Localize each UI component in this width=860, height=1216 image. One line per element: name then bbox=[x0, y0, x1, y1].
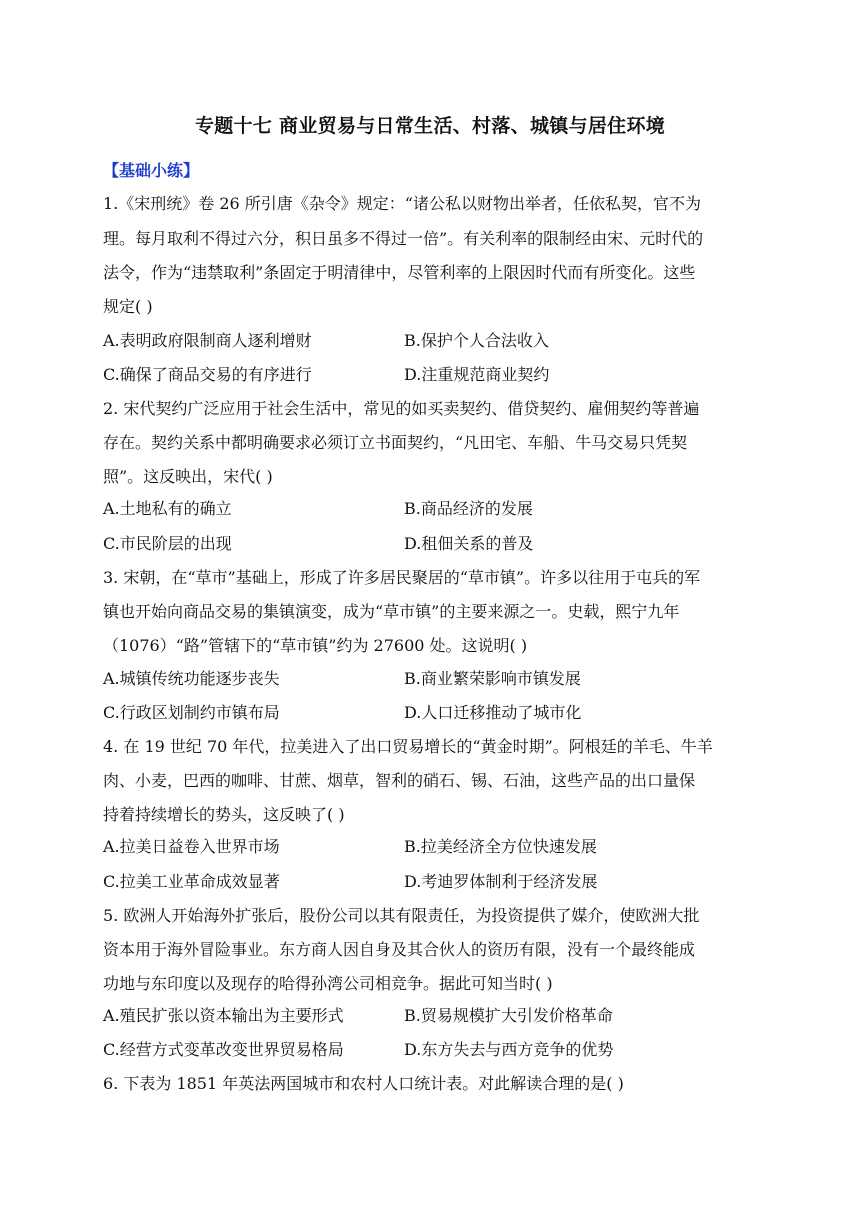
question-5-option-d[interactable]: D.东方失去与西方竞争的优势 bbox=[404, 1040, 614, 1059]
question-5-option-c[interactable]: C.经营方式变革改变世界贸易格局 bbox=[103, 1040, 344, 1059]
question-2-option-c[interactable]: C.市民阶层的出现 bbox=[103, 534, 232, 553]
question-3-line-1: 3. 宋朝，在“草市”基础上，形成了许多居民聚居的“草市镇”。许多以往用于屯兵的军 bbox=[103, 568, 701, 587]
question-1-option-d[interactable]: D.注重规范商业契约 bbox=[404, 365, 550, 384]
question-5-line-1: 5. 欧洲人开始海外扩张后，股份公司以其有限责任，为投资提供了媒介，使欧洲大批 bbox=[103, 906, 700, 925]
question-1-option-b[interactable]: B.保护个人合法收入 bbox=[404, 331, 549, 350]
question-4-option-d[interactable]: D.考迪罗体制利于经济发展 bbox=[404, 872, 598, 891]
question-2-option-b[interactable]: B.商品经济的发展 bbox=[404, 499, 533, 518]
question-1-option-a[interactable]: A.表明政府限制商人逐利增财 bbox=[103, 331, 312, 350]
question-1-line-1: 1.《宋刑统》卷 26 所引唐《杂令》规定：“诸公私以财物出举者，任依私契，官不为 bbox=[103, 194, 701, 213]
question-3-line-3: （1076）“路”管辖下的“草市镇”约为 27600 处。这说明( ) bbox=[103, 636, 528, 655]
question-3-option-d[interactable]: D.人口迁移推动了城市化 bbox=[404, 703, 582, 722]
document-title: 专题十七 商业贸易与日常生活、村落、城镇与居住环境 bbox=[194, 115, 666, 137]
question-4-line-1: 4. 在 19 世纪 70 年代，拉美进入了出口贸易增长的“黄金时期”。阿根廷的羊毛、牛羊 bbox=[103, 737, 713, 756]
question-4-option-c[interactable]: C.拉美工业革命成效显著 bbox=[103, 872, 280, 891]
question-1-line-3: 法令，作为“违禁取利”条固定于明清律中，尽管利率的上限因时代而有所变化。这些 bbox=[103, 263, 696, 282]
question-1-option-c[interactable]: C.确保了商品交易的有序进行 bbox=[103, 365, 312, 384]
question-5-option-a[interactable]: A.殖民扩张以资本输出为主要形式 bbox=[103, 1006, 344, 1025]
question-4-line-3: 持着持续增长的势头，这反映了( ) bbox=[103, 805, 345, 824]
question-5-line-3: 功地与东印度以及现存的哈得孙湾公司相竞争。据此可知当时( ) bbox=[103, 974, 553, 993]
question-2-option-a[interactable]: A.土地私有的确立 bbox=[103, 499, 232, 518]
question-3-option-b[interactable]: B.商业繁荣影响市镇发展 bbox=[404, 669, 581, 688]
question-2-line-2: 存在。契约关系中都明确要求必须订立书面契约，“凡田宅、车船、牛马交易只凭契 bbox=[103, 433, 688, 452]
question-5-line-2: 资本用于海外冒险事业。东方商人因自身及其合伙人的资历有限，没有一个最终能成 bbox=[103, 940, 696, 959]
question-4-option-b[interactable]: B.拉美经济全方位快速发展 bbox=[404, 837, 597, 856]
question-3-option-c[interactable]: C.行政区划制约市镇布局 bbox=[103, 703, 280, 722]
question-3-line-2: 镇也开始向商品交易的集镇演变，成为“草市镇”的主要来源之一。史载，熙宁九年 bbox=[103, 602, 680, 621]
question-6-line-1: 6. 下表为 1851 年英法两国城市和农村人口统计表。对此解读合理的是( ) bbox=[103, 1074, 624, 1093]
question-1-line-2: 理。每月取利不得过六分，积日虽多不得过一倍”。有关利率的限制经由宋、元时代的 bbox=[103, 229, 704, 248]
question-1-line-4: 规定( ) bbox=[103, 297, 153, 316]
question-4-line-2: 肉、小麦，巴西的咖啡、甘蔗、烟草，智利的硝石、锡、石油，这些产品的出口量保 bbox=[103, 771, 696, 790]
question-2-line-1: 2. 宋代契约广泛应用于社会生活中，常见的如买卖契约、借贷契约、雇佣契约等普遍 bbox=[103, 399, 700, 418]
question-5-option-b[interactable]: B.贸易规模扩大引发价格革命 bbox=[404, 1006, 613, 1025]
question-2-line-3: 照”。这反映出，宋代( ) bbox=[103, 467, 273, 486]
question-3-option-a[interactable]: A.城镇传统功能逐步丧失 bbox=[103, 669, 280, 688]
question-2-option-d[interactable]: D.租佃关系的普及 bbox=[404, 534, 534, 553]
section-label: 【基础小练】 bbox=[103, 161, 200, 180]
question-4-option-a[interactable]: A.拉美日益卷入世界市场 bbox=[103, 837, 280, 856]
